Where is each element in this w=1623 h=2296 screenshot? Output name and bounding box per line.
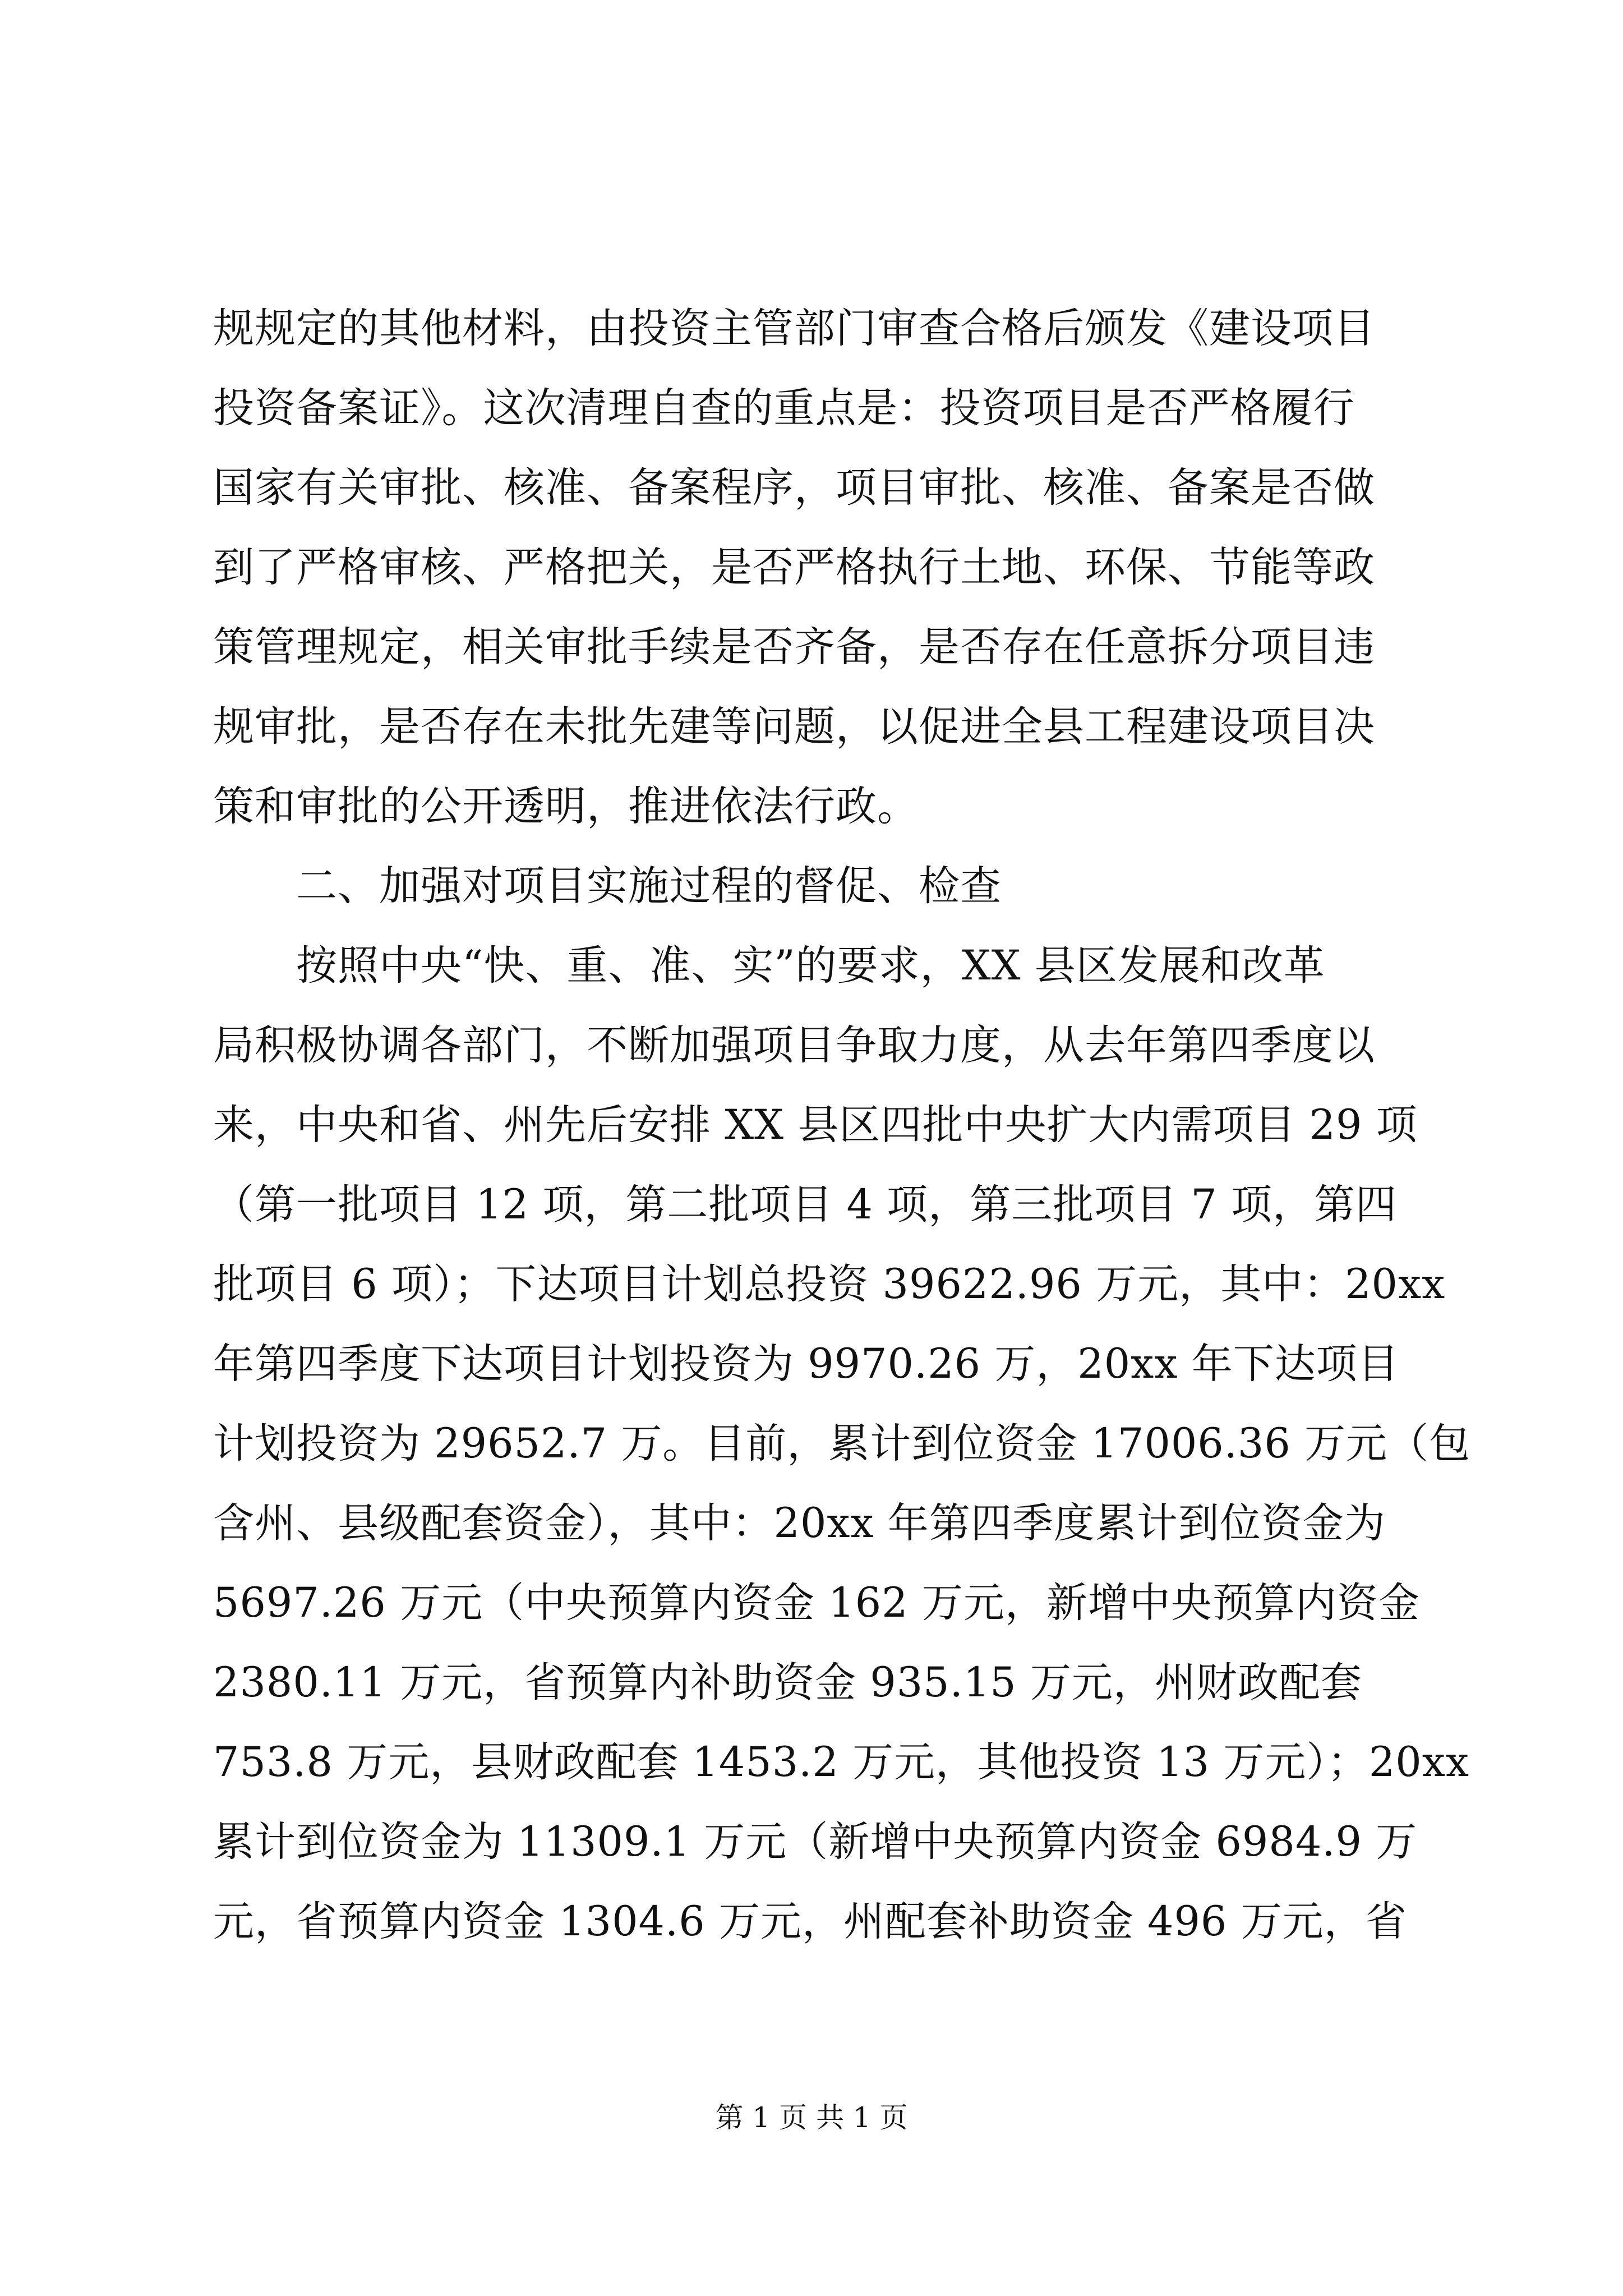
- text-line: 规审批，是否存在未批先建等问题，以促进全县工程建设项目决: [213, 703, 1375, 751]
- text-line: 5697.26 万元（中央预算内资金 162 万元，新增中央预算内资金: [213, 1579, 1420, 1627]
- body-text: [213, 289, 1471, 1962]
- text-line: 753.8 万元，县财政配套 1453.2 万元，其他投资 13 万元）；20xx: [213, 1738, 1470, 1786]
- text-line: 2380.11 万元，省预算内补助资金 935.15 万元，州财政配套: [213, 1659, 1362, 1706]
- text-line: 元，省预算内资金 1304.6 万元，州配套补助资金 496 万元，省: [213, 1898, 1407, 1945]
- text-line: 批项目 6 项）；下达项目计划总投资 39622.96 万元，其中：20xx: [213, 1260, 1446, 1308]
- text-line: 累计到位资金为 11309.1 万元（新增中央预算内资金 6984.9 万: [213, 1818, 1418, 1866]
- text-line: （第一批项目 12 项，第二批项目 4 项，第三批项目 7 项，第四: [213, 1181, 1398, 1228]
- page-footer: 第 1 页 共 1 页: [715, 2101, 908, 2134]
- text-line: 国家有关审批、核准、备案程序，项目审批、核准、备案是否做: [213, 464, 1375, 512]
- text-line: 到了严格审核、严格把关，是否严格执行土地、环保、节能等政: [213, 544, 1375, 591]
- text-line: 计划投资为 29652.7 万。目前，累计到位资金 17006.36 万元（包: [213, 1420, 1471, 1467]
- text-line: 年第四季度下达项目计划投资为 9970.26 万，20xx 年下达项目: [213, 1340, 1399, 1388]
- text-line: 来，中央和省、州先后安排 XX 县区四批中央扩大内需项目 29 项: [213, 1101, 1418, 1149]
- text-line: 策管理规定，相关审批手续是否齐备，是否存在任意拆分项目违: [213, 623, 1375, 671]
- text-line: 按照中央“快、重、准、实”的要求，XX 县区发展和改革: [213, 942, 1325, 990]
- text-line: 策和审批的公开透明，推进依法行政。: [213, 783, 919, 830]
- text-line: 规规定的其他材料，由投资主管部门审查合格后颁发《建设项目: [213, 305, 1375, 352]
- text-line: 投资备案证》。这次清理自查的重点是：投资项目是否严格履行: [213, 384, 1355, 432]
- text-line: 局积极协调各部门，不断加强项目争取力度，从去年第四季度以: [213, 1022, 1375, 1069]
- section-heading: 二、加强对项目实施过程的督促、检查: [213, 862, 1002, 910]
- text-line: 含州、县级配套资金），其中：20xx 年第四季度累计到位资金为: [213, 1499, 1386, 1547]
